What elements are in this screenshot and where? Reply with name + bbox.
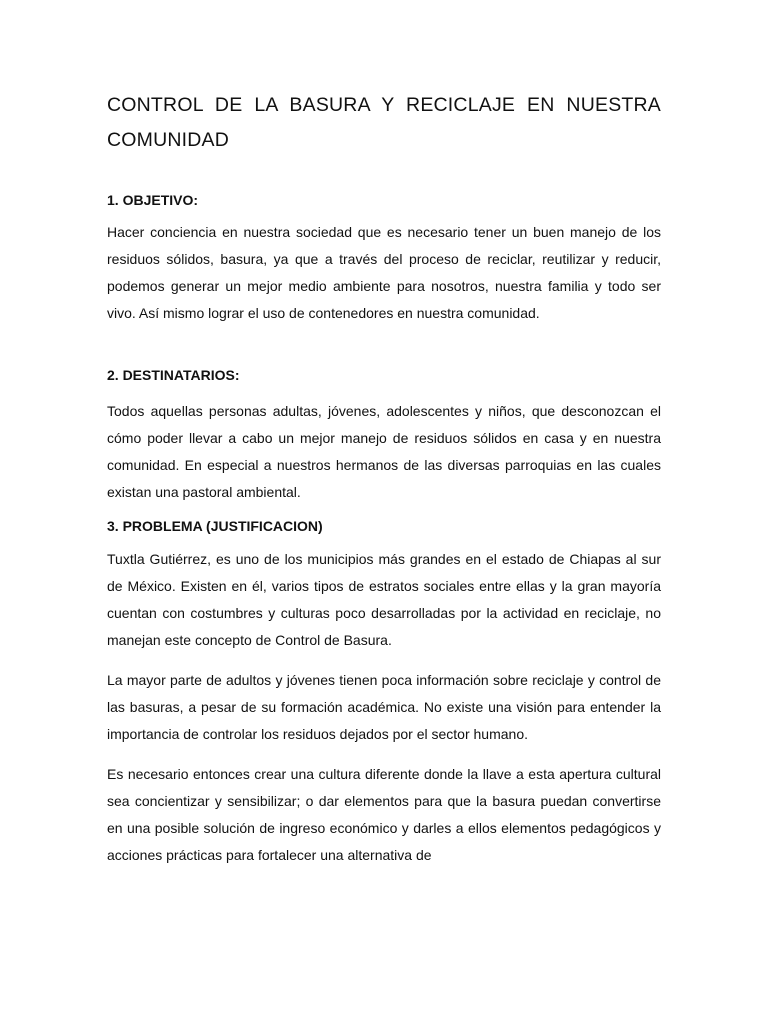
document-title: CONTROL DE LA BASURA Y RECICLAJE EN NUESTRA COMUNIDAD <box>107 94 661 151</box>
section-heading-objetivo: 1. OBJETIVO: <box>107 192 199 208</box>
paragraph-problema-3: Es necesario entonces crear una cultura diferente donde la llave a esta apertura cultural sea concientizar y sensibilizar; o dar elementos para que la basura puedan convertirse en una posible solución de ingreso económico y darles a ellos elementos pedagógicos y acciones prácticas para fortalecer una alternativa de <box>107 766 661 863</box>
section-heading-problema: 3. PROBLEMA (JUSTIFICACION) <box>107 518 323 534</box>
section-heading-destinatarios: 2. DESTINATARIOS: <box>107 367 240 383</box>
paragraph-objetivo: Hacer conciencia en nuestra sociedad que es necesario tener un buen manejo de los residuos sólidos, basura, ya que a través del proceso de reciclar, reutilizar y reducir, podemos generar un mejor medio ambiente para nosotros, nuestra familia y todo ser vivo. Así mismo lograr el uso de contenedores en nuestra comunidad. <box>107 224 661 321</box>
document-page <box>107 88 661 869</box>
paragraph-destinatarios: Todos aquellas personas adultas, jóvenes, adolescentes y niños, que desconozcan el cómo poder llevar a cabo un mejor manejo de residuos sólidos en casa y en nuestra comunidad. En especial a nuestros hermanos de las diversas parroquias en las cuales existan una pastoral ambiental. <box>107 403 661 500</box>
paragraph-problema-2: La mayor parte de adultos y jóvenes tienen poca información sobre reciclaje y control de las basuras, a pesar de su formación académica. No existe una visión para entender la importancia de controlar los residuos dejados por el sector humano. <box>107 672 661 742</box>
paragraph-problema-1: Tuxtla Gutiérrez, es uno de los municipios más grandes en el estado de Chiapas al sur de México. Existen en él, varios tipos de estratos sociales entre ellas y la gran mayoría cuentan con costumbres y culturas poco desarrolladas por la actividad en reciclaje, no manejan este concepto de Control de Basura. <box>107 551 661 648</box>
